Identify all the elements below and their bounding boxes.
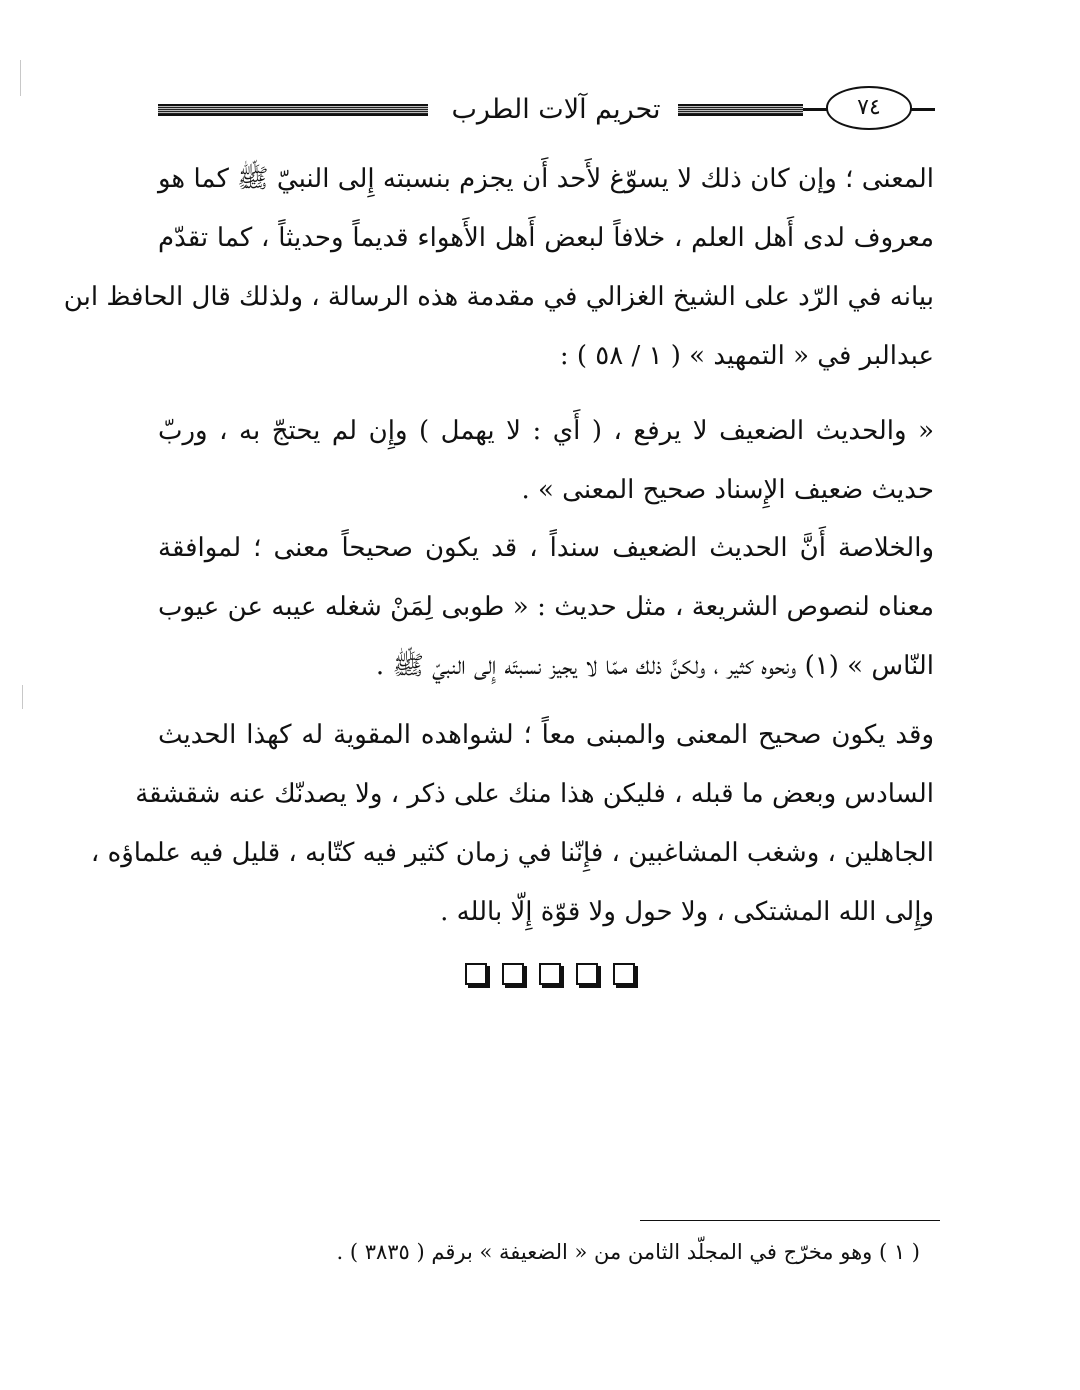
running-title: تحريم آلات الطرب bbox=[451, 94, 661, 125]
text-line: معناه لنصوص الشريعة ، مثل حديث : « طوبى لِمَنْ شغله عيبه عن عيوب bbox=[158, 592, 934, 622]
text-line: المعنى ؛ وإن كان ذلك لا يسوّغ لأَحد أَن يجزم بنسبته إِلى النبيّ ﷺ كما هو bbox=[158, 164, 934, 194]
paragraph-3 bbox=[158, 519, 934, 696]
section-end-marks bbox=[465, 963, 635, 987]
text-line: معروف لدى أَهل العلم ، خلافاً لبعض أَهل الأَهواء قديماً وحديثاً ، كما تقدّم bbox=[158, 223, 934, 253]
quotation-paragraph bbox=[158, 402, 934, 520]
end-box-icon bbox=[502, 963, 524, 985]
running-header bbox=[158, 86, 936, 136]
paragraph-1 bbox=[63, 150, 934, 386]
end-box-icon bbox=[613, 963, 635, 985]
end-box-icon bbox=[539, 963, 561, 985]
end-box-icon bbox=[576, 963, 598, 985]
text-line: بيانه في الرّد على الشيخ الغزالي في مقدمة هذه الرسالة ، ولذلك قال الحافظ ابن bbox=[63, 282, 934, 312]
page-number: ٧٤ bbox=[826, 86, 912, 130]
paragraph-4 bbox=[90, 706, 934, 942]
text-line: عبدالبر في « التمهيد » ( ١ / ٥٨ ) : bbox=[559, 341, 934, 371]
text-line: والخلاصة أَنَّ الحديث الضعيف سنداً ، قد يكون صحيحاً معنى ؛ لموافقة bbox=[158, 533, 934, 563]
header-rule-middle bbox=[678, 104, 803, 116]
text-line: الجاهلين ، وشغب المشاغبين ، فإِنّنا في زمان كثير فيه كتّابه ، قليل فيه علماؤه ، bbox=[90, 838, 934, 868]
oval-connector-right bbox=[911, 108, 935, 111]
text-line: النّاس » (١) ونحوه كثير ، ولكنَّ ذلك ممّا لا يجيز نسبتَه إِلى النبيّ ﷺ . bbox=[375, 651, 934, 681]
text-line: وإِلى الله المشتكى ، ولا حول ولا قوّة إِلّا بالله . bbox=[440, 897, 934, 927]
footnote-separator bbox=[640, 1220, 940, 1221]
text-line: حديث ضعيف الإِسناد صحيح المعنى » . bbox=[521, 475, 934, 505]
text-line: « والحديث الضعيف لا يرفع ، ( أَي : لا يهمل ) وإِن لم يحتجّ به ، وربّ bbox=[158, 416, 934, 446]
end-box-icon bbox=[465, 963, 487, 985]
scan-edge-mark bbox=[22, 685, 23, 709]
text-line: السادس وبعض ما قبله ، فليكن هذا منك على ذكر ، ولا يصدنّك عنه شقشقة bbox=[135, 779, 934, 809]
scan-edge-mark bbox=[20, 60, 21, 96]
text-line: وقد يكون صحيح المعنى والمبنى معاً ؛ لشواهده المقوية له كهذا الحديث bbox=[158, 720, 934, 750]
oval-connector-left bbox=[803, 108, 827, 111]
header-rule-left bbox=[158, 104, 428, 116]
footnote: ( ١ ) وهو مخرّج في المجلّد الثامن من « الضعيفة » برقم ( ٣٨٣٥ ) . bbox=[336, 1240, 920, 1264]
